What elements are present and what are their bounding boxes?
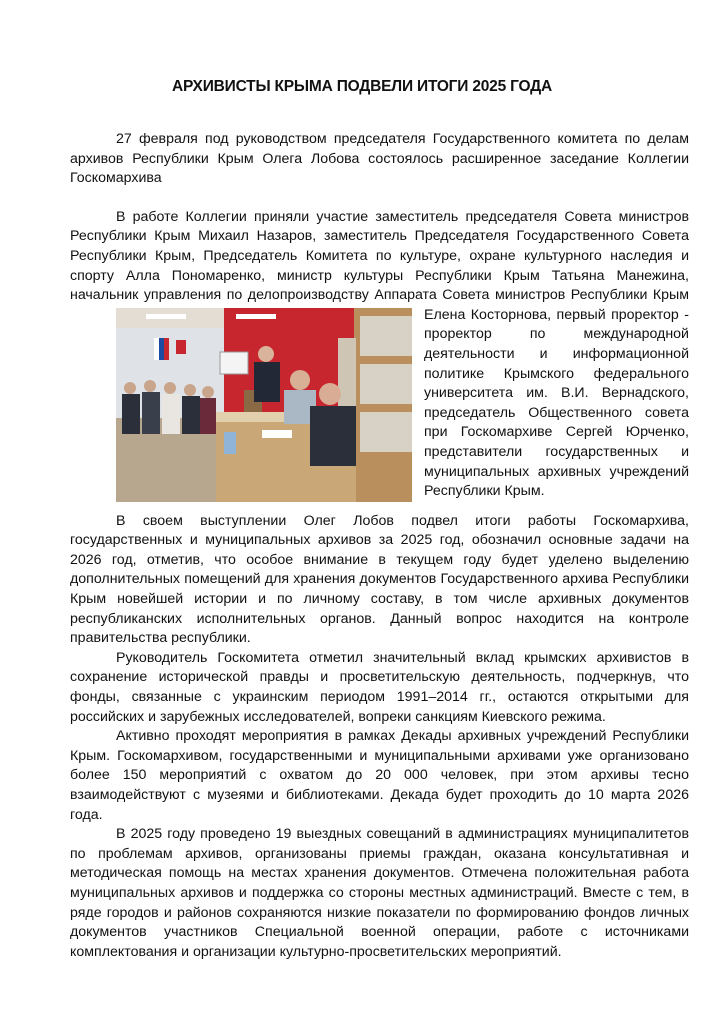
paragraph-participants xyxy=(70,208,689,502)
meeting-photo xyxy=(70,308,412,502)
page-title: АРХИВИСТЫ КРЫМА ПОДВЕЛИ ИТОГИ 2025 ГОДА xyxy=(172,78,552,95)
article-body xyxy=(70,130,689,962)
paragraph-results: В своем выступлении Олег Лобов подвел итоги работы Госкомархива, государственных и муниципальных архивов за 2025 год, обозначил основные задачи на 2026 год, отметив, что особое внимание в текущем году будет уделено выделению дополнительных помещений для хранения документов Государственного архива Республики Крым новейшей истории и по личному составу, в том числе архивных документов республиканских исполнительных органов. Данный вопрос находится на контроле правительства республики. xyxy=(70,512,689,647)
paragraph-decade: Активно проходят мероприятия в рамках Декады архивных учреждений Республики Крым. Госкомархивом, государственными и муниципальными архивами уже организовано более 150 мероприятий с охватом до 20 000 человек, при этом архивы тесно взаимодействуют с музеями и библиотеками. Декада будет проходить до 10 марта 2026 года. xyxy=(70,728,689,823)
paragraph-meetings: В 2025 году проведено 19 выездных совещаний в администрациях муниципалитетов по проблемам архивов, организованы приемы граждан, оказана консультативная и методическая помощь на местах хранения документов. Отмечена положительная работа муниципальных архивов и поддержка со стороны местных администраций. Вместе с тем, в ряде городов и районов сохраняются низкие показатели по формированию фондов личных документов участников Специальной военной операции, работе с источниками комплектования и организации культурно-просветительских мероприятий. xyxy=(70,826,689,960)
paragraph-contribution: Руководитель Госкомитета отметил значительный вклад крымских архивистов в сохранение исторической правды и просветительскую деятельность, подчеркнув, что фонды, связанные с украинским периодом 1991–2014 гг., остаются открытыми для российских и зарубежных исследователей, вопреки санкциям Киевского режима. xyxy=(70,649,689,725)
paragraph-intro: 27 февраля под руководством председателя Государственного комитета по делам архивов Республики Крым Олега Лобова состоялось расширенное заседание Коллегии Госкомархива xyxy=(70,131,689,187)
paragraph-participants-text: В работе Коллегии приняли участие заместитель председателя Совета министров Республики Крым Михаил Назаров, заместитель Председателя Государственного Совета Республики Крым, Председатель Комитета по культуре, охране культурного наследия и спорту Алла Пономаренко, министр культуры Республики Крым Татьяна Манежина, начальник управления по делопроизводству Аппарата Совета министров Республики Крым xyxy=(70,208,689,304)
paragraph-participants-continued: Елена Косторнова, первый проректор - проректор по международной деятельности и информационной политике Крымского федерального университета им. В.И. Вернадского, председатель Общественного совета при Госкомархиве Сергей Юрченко, представители государственных и муниципальных архивных учреждений Республики Крым. xyxy=(424,306,689,500)
